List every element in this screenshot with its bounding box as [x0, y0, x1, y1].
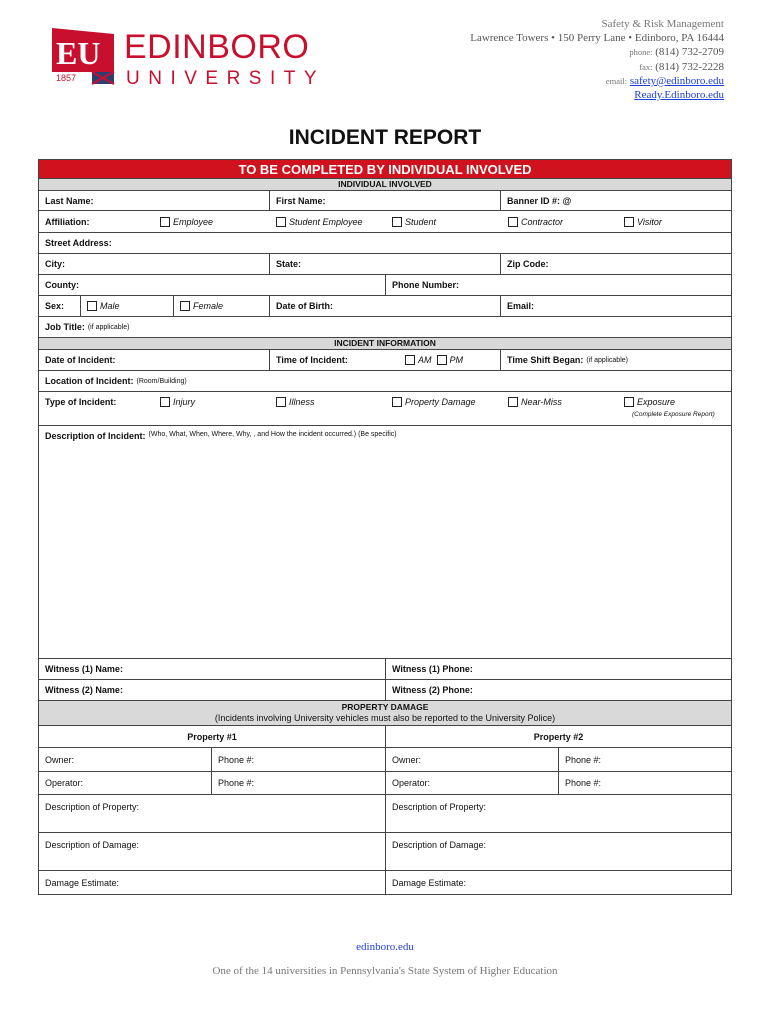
phone-label: phone:: [629, 47, 653, 58]
time-of-incident-field[interactable]: Time of Incident:: [276, 355, 348, 365]
ready-link[interactable]: Ready.Edinboro.edu: [634, 89, 724, 102]
time-shift-field[interactable]: Time Shift Began: (if applicable): [507, 355, 628, 365]
property-section-note: (Incidents involving University vehicles must also be reported to the University Police): [214, 713, 556, 723]
first-name-field[interactable]: First Name:: [270, 191, 501, 210]
date-of-birth-field[interactable]: Date of Birth:: [270, 296, 501, 316]
desc-property-row: [39, 795, 731, 833]
p2-estimate-field[interactable]: Damage Estimate:: [392, 877, 467, 888]
checkbox-icon[interactable]: [624, 397, 634, 407]
email-field[interactable]: Email:: [507, 301, 535, 311]
witness-1-name-field[interactable]: Witness (1) Name:: [39, 659, 386, 679]
checkbox-icon[interactable]: [160, 397, 170, 407]
description-row: [39, 426, 731, 659]
department: Safety & Risk Management: [601, 18, 724, 30]
affiliation-visitor[interactable]: Visitor: [618, 211, 731, 232]
city-field[interactable]: City:: [39, 254, 270, 274]
section-individual: INDIVIDUAL INVOLVED: [39, 179, 731, 191]
estimate-row: [39, 871, 731, 894]
logo-subtitle: UNIVERSITY: [126, 68, 326, 89]
form-banner: TO BE COMPLETED BY INDIVIDUAL INVOLVED: [39, 160, 731, 179]
incident-date-row: [39, 350, 731, 371]
page-title: INCIDENT REPORT: [288, 126, 482, 149]
exposure-note: (Complete Exposure Report): [632, 411, 715, 418]
section-property: [39, 701, 731, 726]
address: Lawrence Towers • 150 Perry Lane • Edinboro, PA 16444: [470, 32, 724, 45]
sex-row: [39, 296, 731, 317]
affiliation-student[interactable]: Student: [386, 211, 502, 232]
p1-desc-property-field[interactable]: Description of Property:: [39, 795, 386, 832]
email-label: email:: [605, 75, 628, 86]
footer-note: One of the 14 universities in Pennsylvania's State System of Higher Education: [212, 965, 558, 977]
affiliation-label: Affiliation:: [45, 216, 90, 227]
am-pm-options: [399, 350, 501, 370]
location-field[interactable]: Location of Incident: (Room/Building): [45, 376, 187, 386]
owner-row: [39, 748, 731, 772]
phone-number: (814) 732-2709: [655, 46, 724, 59]
p1-owner-field[interactable]: Owner:: [39, 748, 212, 771]
sex-label: Sex:: [39, 296, 81, 316]
am-label: AM: [418, 355, 432, 365]
p2-operator-field[interactable]: Operator:: [386, 772, 559, 794]
sex-male[interactable]: Male: [81, 296, 174, 316]
p1-owner-phone-field[interactable]: Phone #:: [212, 748, 386, 771]
city-row: [39, 254, 731, 275]
witness-2-name-field[interactable]: Witness (2) Name:: [39, 680, 386, 700]
street-row: [39, 233, 731, 254]
checkbox-icon[interactable]: [180, 301, 190, 311]
name-row: [39, 191, 731, 211]
affiliation-contractor[interactable]: Contractor: [502, 211, 618, 232]
incident-type-label: Type of Incident:: [45, 397, 117, 407]
logo-monogram: EU: [56, 35, 101, 71]
am-checkbox-icon[interactable]: [405, 355, 415, 365]
p1-estimate-field[interactable]: Damage Estimate:: [39, 871, 386, 894]
p2-desc-damage-field[interactable]: Description of Damage:: [392, 840, 487, 850]
logo-flag-icon: [48, 26, 118, 88]
property-header-row: [39, 726, 731, 748]
p1-operator-phone-field[interactable]: Phone #:: [212, 772, 386, 794]
checkbox-icon[interactable]: [276, 217, 286, 227]
job-title-note: (if applicable): [87, 323, 130, 331]
street-address-field[interactable]: Street Address:: [45, 238, 112, 248]
type-injury[interactable]: Injury: [154, 392, 270, 425]
affiliation-employee[interactable]: Employee: [154, 211, 270, 232]
section-incident: INCIDENT INFORMATION: [39, 338, 731, 350]
witness-1-phone-field[interactable]: Witness (1) Phone:: [392, 664, 473, 674]
fax-label: fax:: [639, 61, 653, 72]
incident-form: [38, 159, 732, 895]
checkbox-icon[interactable]: [624, 217, 634, 227]
contact-block: [470, 17, 724, 102]
type-near-miss[interactable]: Near-Miss: [502, 392, 618, 425]
affiliation-row: [39, 211, 731, 233]
last-name-field[interactable]: Last Name:: [39, 191, 270, 210]
p1-desc-damage-field[interactable]: Description of Damage:: [39, 833, 386, 870]
witness-2-row: [39, 680, 731, 701]
witness-2-phone-field[interactable]: Witness (2) Phone:: [392, 685, 473, 695]
job-title-field[interactable]: [39, 317, 731, 337]
type-exposure[interactable]: Exposure (Complete Exposure Report): [618, 392, 731, 425]
description-field[interactable]: Description of Incident: (Who, What, When, Where, Why, , and How the incident occurred.) (Be specific): [45, 431, 397, 441]
type-illness[interactable]: Illness: [270, 392, 386, 425]
p2-owner-phone-field[interactable]: Phone #:: [565, 754, 602, 765]
pm-checkbox-icon[interactable]: [437, 355, 447, 365]
p2-owner-field[interactable]: Owner:: [386, 748, 559, 771]
zip-code-field[interactable]: Zip Code:: [507, 259, 549, 269]
logo-year: 1857: [56, 73, 77, 83]
checkbox-icon[interactable]: [508, 397, 518, 407]
university-logo: [48, 26, 326, 92]
checkbox-icon[interactable]: [392, 217, 402, 227]
footer-link[interactable]: edinboro.edu: [356, 941, 414, 953]
email-link[interactable]: safety@edinboro.edu: [629, 74, 724, 87]
county-field[interactable]: County:: [39, 275, 386, 295]
checkbox-icon[interactable]: [508, 217, 518, 227]
property-2-header: Property #2: [533, 731, 584, 742]
incident-type-row: [39, 392, 731, 426]
checkbox-icon[interactable]: [160, 217, 170, 227]
operator-row: [39, 772, 731, 795]
job-title-label: Job Title:: [45, 322, 85, 332]
phone-number-field[interactable]: Phone Number:: [392, 280, 460, 290]
desc-damage-row: [39, 833, 731, 871]
checkbox-icon[interactable]: [87, 301, 97, 311]
sex-female[interactable]: Female: [174, 296, 270, 316]
property-section-title: PROPERTY DAMAGE: [341, 702, 429, 712]
p1-operator-field[interactable]: Operator:: [39, 772, 212, 794]
job-title-row: [39, 317, 731, 338]
state-field[interactable]: State:: [270, 254, 501, 274]
fax-number: (814) 732-2228: [655, 60, 724, 73]
checkbox-icon[interactable]: [276, 397, 286, 407]
banner-id-field[interactable]: Banner ID #: @: [507, 195, 572, 206]
witness-1-row: [39, 659, 731, 680]
p2-operator-phone-field[interactable]: Phone #:: [565, 778, 602, 788]
logo-name: EDINBORO: [124, 28, 310, 66]
property-1-header: Property #1: [39, 726, 386, 747]
date-of-incident-field[interactable]: Date of Incident:: [39, 350, 270, 370]
affiliation-student-employee[interactable]: Student Employee: [270, 211, 386, 232]
type-property-damage[interactable]: Property Damage: [386, 392, 502, 425]
pm-label: PM: [449, 355, 463, 365]
p2-desc-property-field[interactable]: Description of Property:: [392, 802, 487, 812]
location-row: [39, 371, 731, 392]
checkbox-icon[interactable]: [392, 397, 402, 407]
county-row: [39, 275, 731, 296]
